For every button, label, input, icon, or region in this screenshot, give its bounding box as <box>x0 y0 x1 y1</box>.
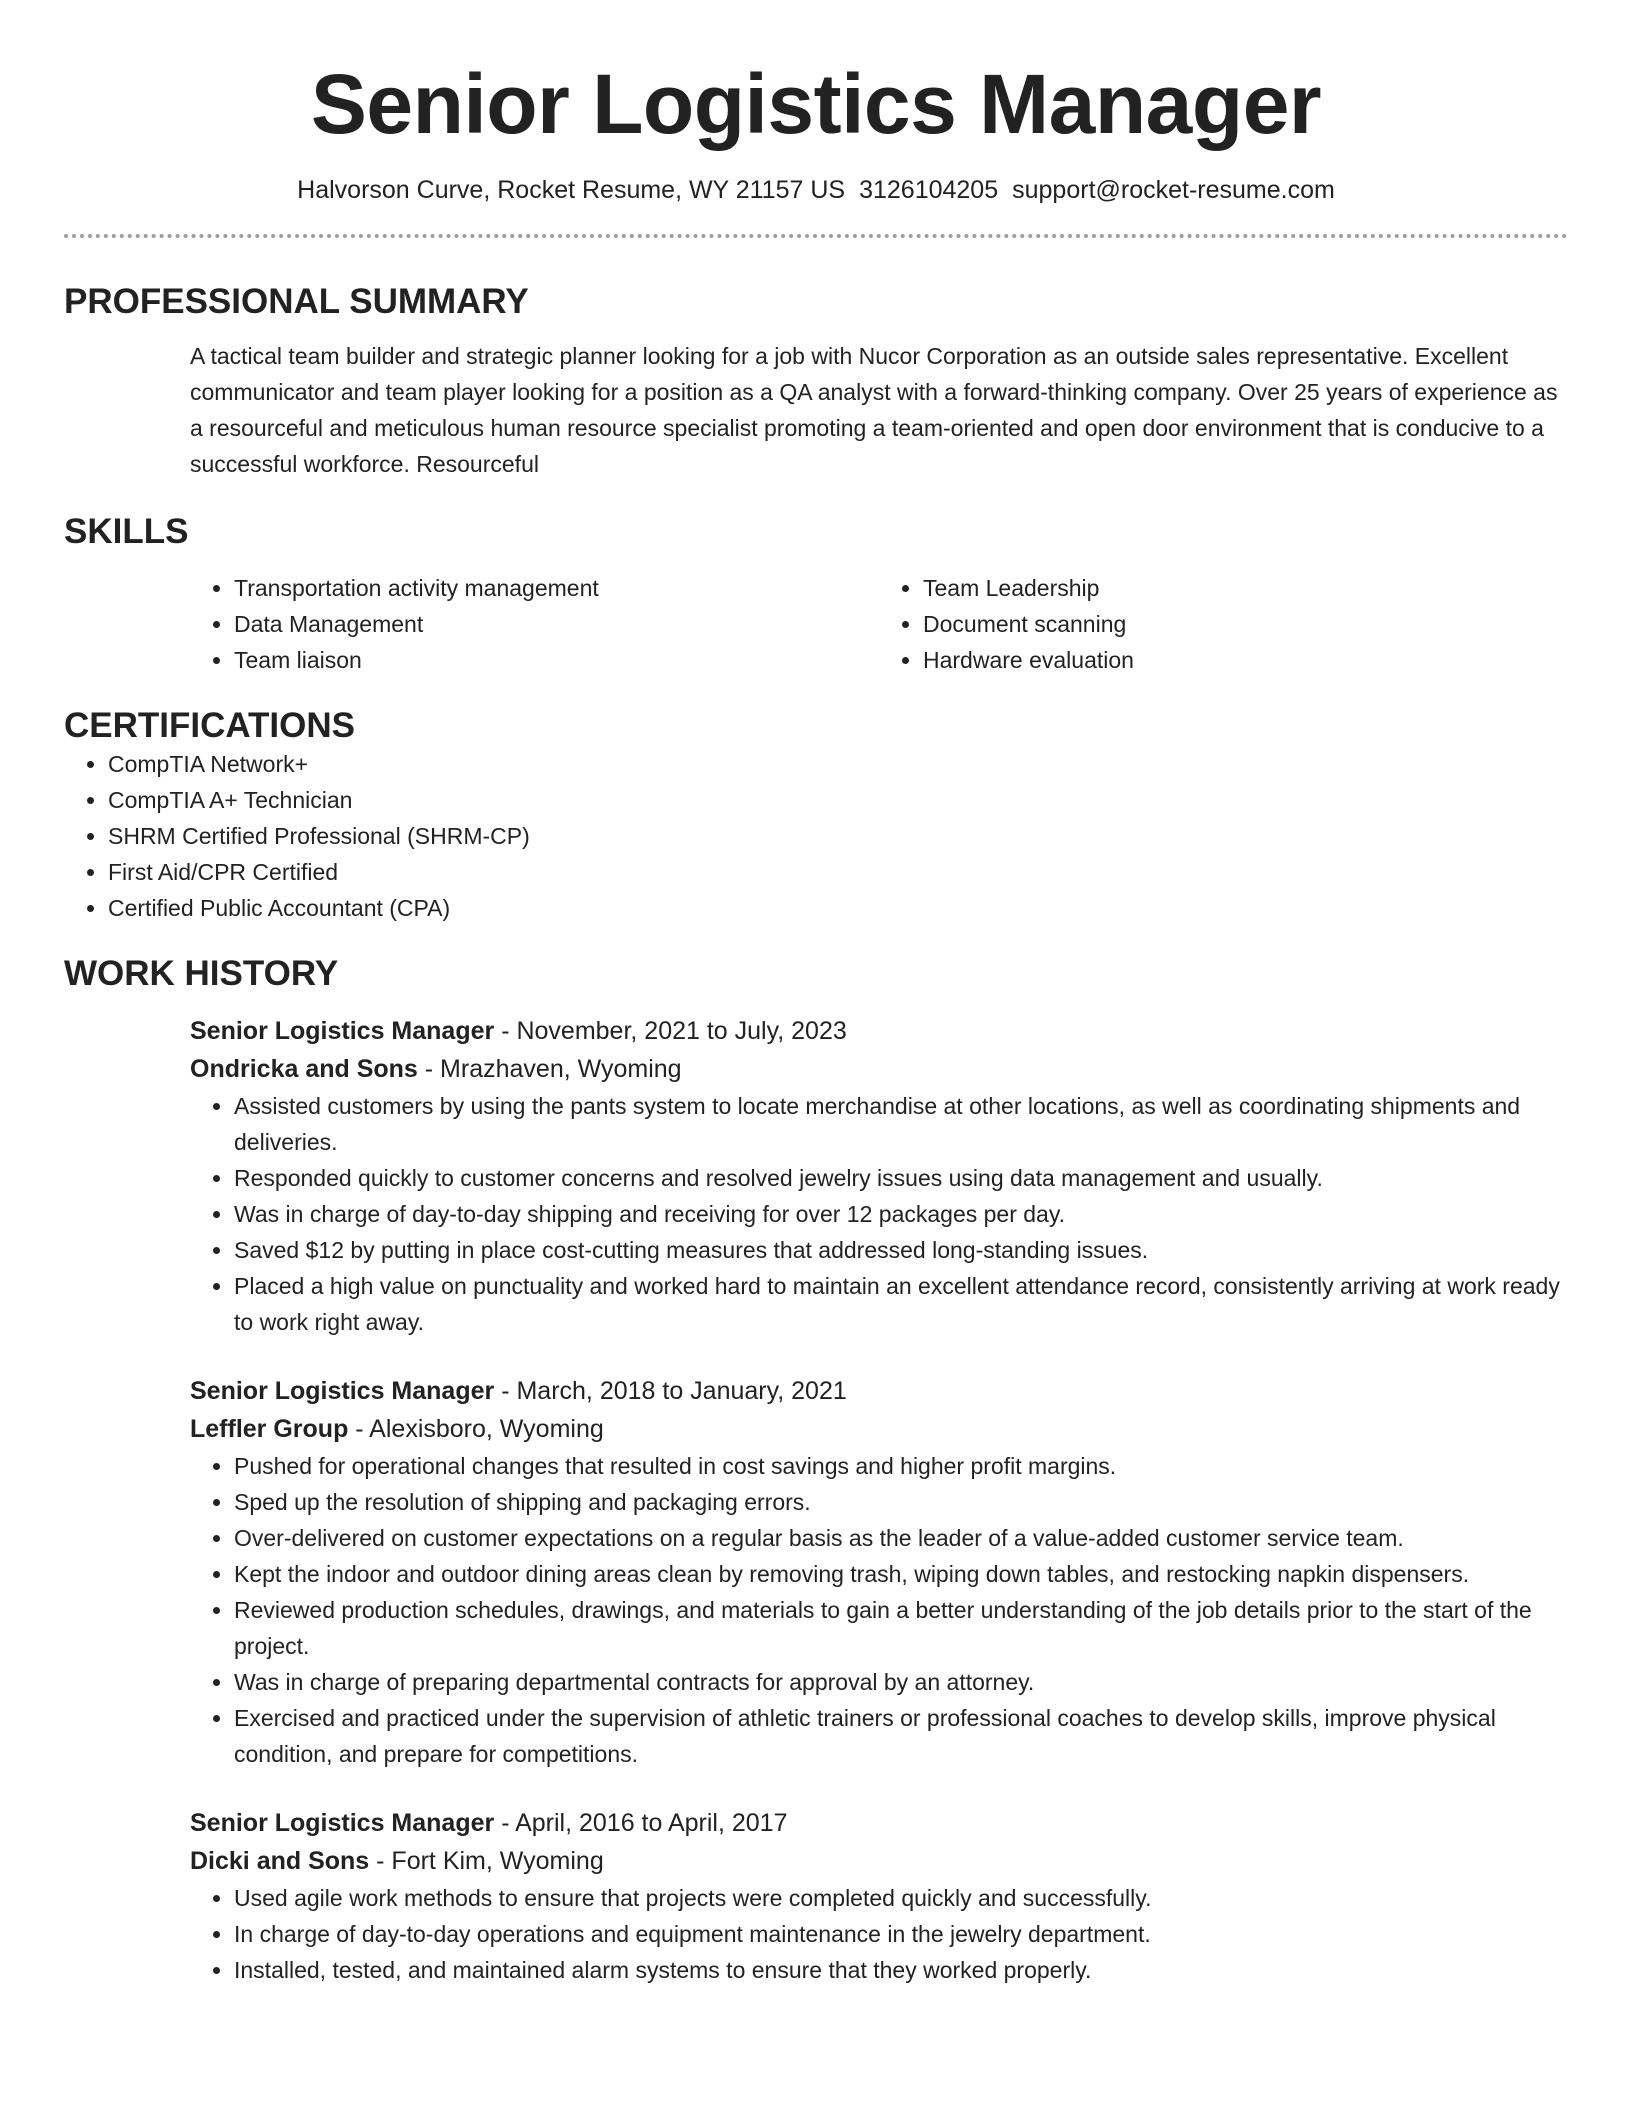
certifications-heading: CERTIFICATIONS <box>64 706 356 745</box>
job-company-line <box>190 1410 1568 1448</box>
job-bullet: • Saved $12 by putting in place cost-cutting measures that addressed long-standing issues. <box>234 1232 1568 1268</box>
job-company: Ondricka and Sons <box>190 1055 418 1083</box>
job-title: Senior Logistics Manager <box>190 1377 495 1405</box>
job-title-line <box>190 1372 1568 1410</box>
job-entry <box>190 1372 1568 1772</box>
work-history-heading: WORK HISTORY <box>64 954 339 993</box>
work-history-section <box>64 954 1568 1988</box>
certification-item: • First Aid/CPR Certified <box>108 854 1568 890</box>
job-dates: - April, 2016 to April, 2017 <box>494 1809 788 1837</box>
job-bullet: • Placed a high value on punctuality and worked hard to maintain an excellent attendance record, consistently arriving at work ready to work right away. <box>234 1268 1568 1340</box>
summary-text: A tactical team builder and strategic planner looking for a job with Nucor Corporation as an outside sales representative. Excellent communicator and team player looking for a position as a QA analyst with a forward-thinking company. Over 25 years of experience as a resourceful and meticulous human resource specialist promoting a team-oriented and open door environment that is conducive to a successful workforce. Resourceful <box>190 343 1558 477</box>
job-entry <box>190 1012 1568 1340</box>
job-dates: - November, 2021 to July, 2023 <box>494 1017 847 1045</box>
job-bullet: • Over-delivered on customer expectations on a regular basis as the leader of a value-added customer service team. <box>234 1520 1568 1556</box>
certification-item: • CompTIA Network+ <box>108 746 1568 782</box>
skills-section <box>64 512 1568 678</box>
skills-grid <box>190 570 1568 678</box>
certification-item: • Certified Public Accountant (CPA) <box>108 890 1568 926</box>
job-company: Leffler Group <box>190 1415 349 1443</box>
skill-item: • Transportation activity management <box>234 570 879 606</box>
skill-item: • Document scanning <box>923 606 1568 642</box>
job-bullet: • Assisted customers by using the pants system to locate merchandise at other locations, as well as coordinating shipments and deliveries. <box>234 1088 1568 1160</box>
job-bullets <box>190 1088 1568 1340</box>
job-title-line <box>190 1804 1568 1842</box>
job-dates: - March, 2018 to January, 2021 <box>494 1377 847 1405</box>
job-bullet: • Kept the indoor and outdoor dining areas clean by removing trash, wiping down tables, and restocking napkin dispensers. <box>234 1556 1568 1592</box>
job-location: - Fort Kim, Wyoming <box>369 1847 604 1875</box>
job-bullet: • Was in charge of day-to-day shipping and receiving for over 12 packages per day. <box>234 1196 1568 1232</box>
skill-item: • Hardware evaluation <box>923 642 1568 678</box>
job-bullet: • Installed, tested, and maintained alarm systems to ensure that they worked properly. <box>234 1952 1568 1988</box>
job-bullet: • Exercised and practiced under the supervision of athletic trainers or professional coaches to develop skills, improve physical condition, and prepare for competitions. <box>234 1700 1568 1772</box>
summary-section <box>64 282 1568 482</box>
job-location: - Alexisboro, Wyoming <box>348 1415 604 1443</box>
summary-heading: PROFESSIONAL SUMMARY <box>64 282 529 321</box>
skill-item: • Team Leadership <box>923 570 1568 606</box>
job-bullets <box>190 1880 1568 1988</box>
contact-address: Halvorson Curve, Rocket Resume, WY 21157 US <box>297 176 846 204</box>
job-bullet: • In charge of day-to-day operations and equipment maintenance in the jewelry department. <box>234 1916 1568 1952</box>
skills-list-right <box>879 570 1568 678</box>
job-bullet: • Was in charge of preparing departmental contracts for approval by an attorney. <box>234 1664 1568 1700</box>
certifications-list <box>64 746 1568 926</box>
job-bullets <box>190 1448 1568 1772</box>
job-title: Senior Logistics Manager <box>190 1809 495 1837</box>
contact-phone: 3126104205 <box>859 176 999 204</box>
resume-name: Senior Logistics Manager <box>310 57 1322 151</box>
header-divider <box>64 234 1568 238</box>
skill-item: • Data Management <box>234 606 879 642</box>
certification-item: • SHRM Certified Professional (SHRM-CP) <box>108 818 1568 854</box>
skills-heading: SKILLS <box>64 512 189 551</box>
skill-item: • Team liaison <box>234 642 879 678</box>
job-bullet: • Sped up the resolution of shipping and packaging errors. <box>234 1484 1568 1520</box>
job-bullet: • Responded quickly to customer concerns and resolved jewelry issues using data management and usually. <box>234 1160 1568 1196</box>
job-location: - Mrazhaven, Wyoming <box>417 1055 682 1083</box>
skills-list-left <box>190 570 879 678</box>
job-bullet: • Used agile work methods to ensure that projects were completed quickly and successfully. <box>234 1880 1568 1916</box>
contact-email: support@rocket-resume.com <box>1012 176 1335 204</box>
job-title-line <box>190 1012 1568 1050</box>
contact-info <box>64 174 1568 206</box>
job-company-line <box>190 1842 1568 1880</box>
job-title: Senior Logistics Manager <box>190 1017 495 1045</box>
job-bullet: • Reviewed production schedules, drawings, and materials to gain a better understanding of the job details prior to the start of the project. <box>234 1592 1568 1664</box>
job-bullet: • Pushed for operational changes that resulted in cost savings and higher profit margins. <box>234 1448 1568 1484</box>
certification-item: • CompTIA A+ Technician <box>108 782 1568 818</box>
job-company: Dicki and Sons <box>190 1847 370 1875</box>
job-entry <box>190 1804 1568 1988</box>
job-company-line <box>190 1050 1568 1088</box>
certifications-section <box>64 706 1568 926</box>
